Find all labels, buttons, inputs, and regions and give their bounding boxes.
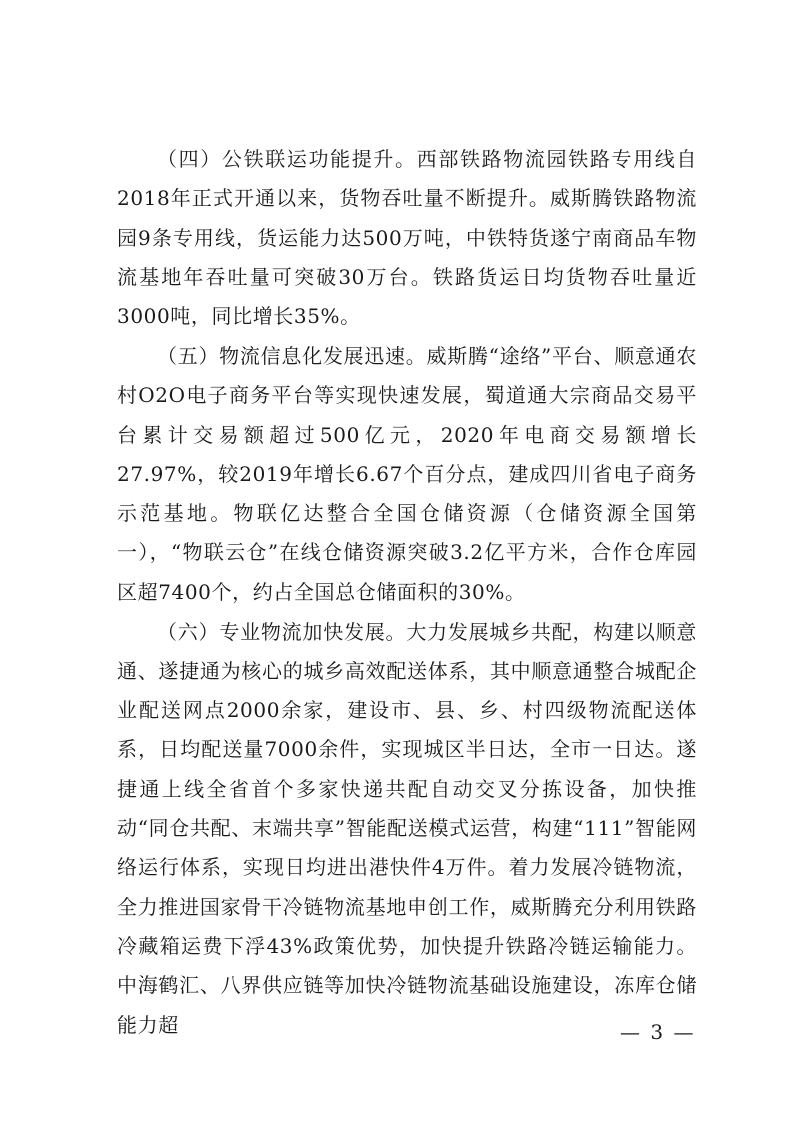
paragraph-specialized-logistics [117, 613, 697, 1045]
paragraph-text: 威斯腾“途络”平台、顺意通农村O2O电子商务平台等实现快速发展，蜀道通大宗商品交易平台累计交易额超过500亿元，2020年电商交易额增长27.97%，较2019年增长6.67个百分点，建成四川省电子商务示范基地。物联亿达整合全国仓储资源（仓储资源全国第一），“物联云仓”在线仓储资源突破3.2亿平方米，合作仓库园区超7400个，约占全国总仓储面积的30%。 [117, 343, 697, 604]
paragraph-logistics-informatization [117, 337, 697, 612]
paragraph-heading: （四）公铁联运功能提升。 [157, 147, 417, 171]
paragraph-heading: （六）专业物流加快发展。 [157, 619, 407, 644]
paragraph-heading: （五）物流信息化发展迅速。 [157, 343, 427, 368]
paragraph-rail-road-transport [117, 140, 697, 336]
page-number: — 3 — [620, 1020, 696, 1044]
paragraph-text: 西部铁路物流园铁路专用线自2018年正式开通以来，货物吞吐量不断提升。威斯腾铁路物流园9条专用线，货运能力达500万吨，中铁特货遂宁南商品车物流基地年吞吐量可突破30万台。铁路货运日均货物吞吐量近3000吨，同比增长35%。 [117, 147, 697, 329]
document-body [117, 140, 697, 1045]
paragraph-text: 大力发展城乡共配，构建以顺意通、遂捷通为核心的城乡高效配送体系，其中顺意通整合城配企业配送网点2000余家，建设市、县、乡、村四级物流配送体系，日均配送量7000余件，实现城区半日达，全市一日达。遂捷通上线全省首个多家快递共配自动交叉分拣设备，加快推动“同仓共配、末端共享”智能配送模式运营，构建“111”智能网络运行体系，实现日均进出港快件4万件。着力发展冷链物流，全力推进国家骨干冷链物流基地申创工作，威斯腾充分利用铁路冷藏箱运费下浮43%政策优势，加快提升铁路冷链运输能力。中海鹤汇、八界供应链等加快冷链物流基础设施建设，冻库仓储能力超 [117, 619, 697, 1037]
